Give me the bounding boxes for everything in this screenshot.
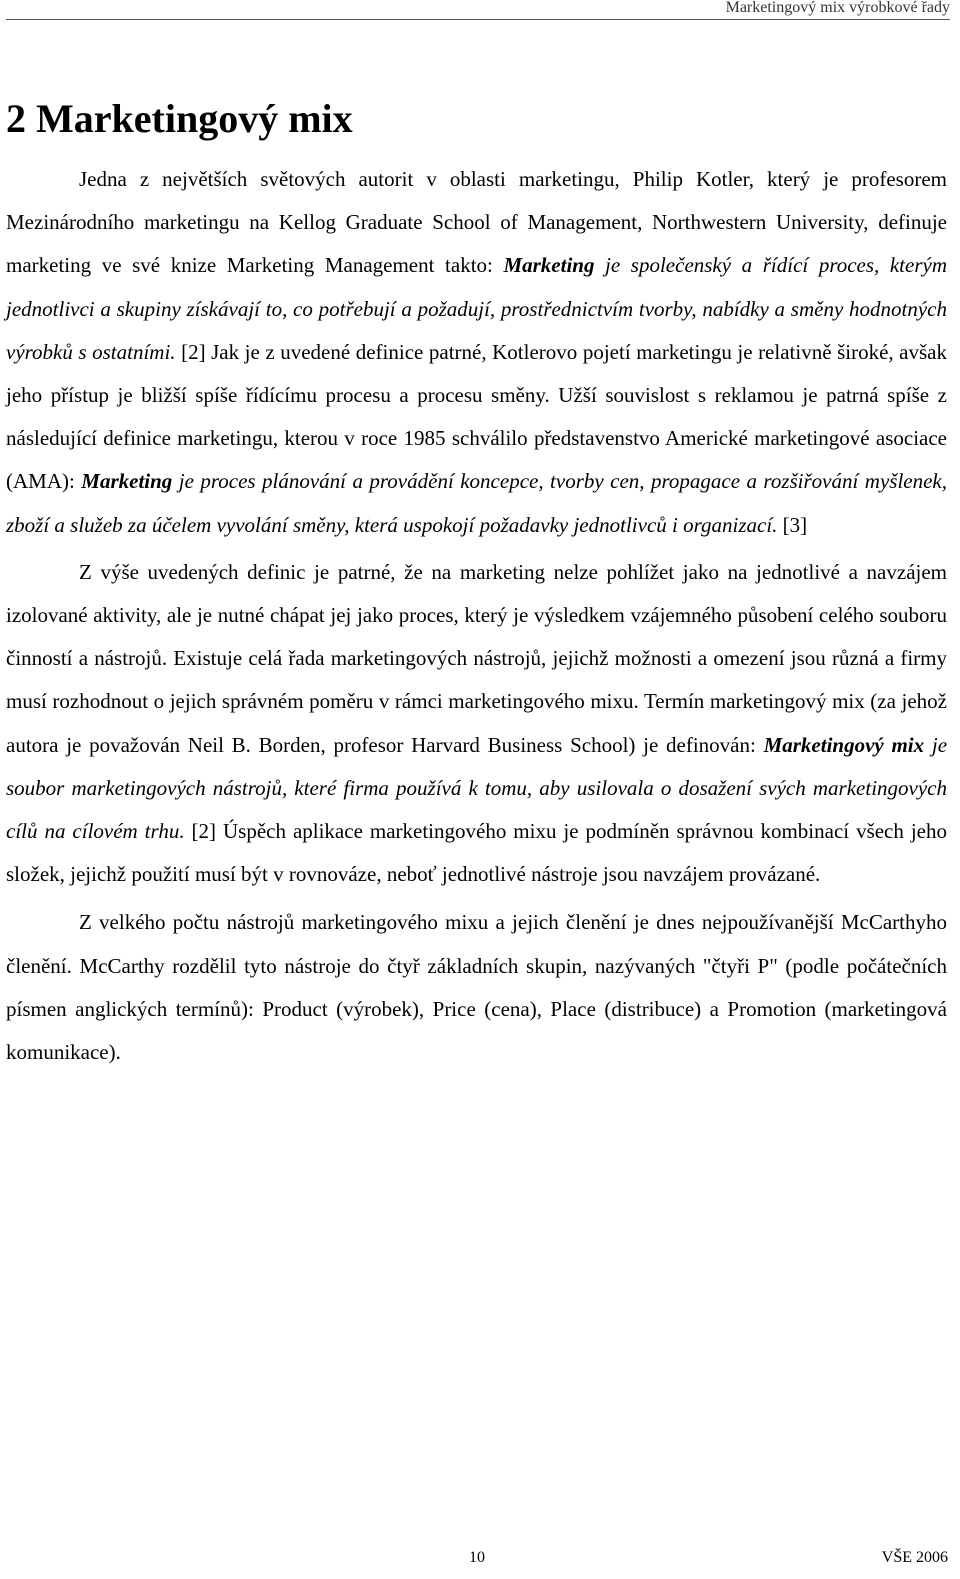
defined-term: Marketing: [81, 469, 173, 494]
defined-term: Marketingový mix: [763, 732, 925, 757]
header-divider: [6, 19, 950, 20]
paragraph-four-p: [6, 901, 947, 1074]
definition-text: je soubor marketingových nástrojů, které firma používá k tomu, aby usilovala o dosažení svých marketingových cílů na cílovém trhu.: [6, 732, 948, 844]
chapter-title: 2 Marketingový mix: [6, 96, 353, 141]
paragraph-kotler-definition: [6, 158, 947, 547]
paragraph-text: Z výše uvedených definic je patrné, že na marketing nelze pohlížet jako na jednotlivé a navzájem izolované aktivity, ale je nutné chápat jej jako proces, který je výsledkem vzájemného působení celého souboru činností a nástrojů. Existuje celá řada marketingových nástrojů, jejichž možnosti a omezení jsou různá a firmy musí rozhodnout o jejich správném poměru v rámci marketingového mixu. Termín marketingový mix (za jehož autora je považován Neil B. Borden, profesor Harvard Business School) je definován:: [6, 559, 947, 757]
citation: [3]: [777, 512, 808, 537]
definition-text: je společenský a řídící proces, kterým jednotlivci a skupiny získávají to, co potřebují a požadují, prostřednictvím tvorby, nabídky a směny hodnotných výrobků s ostatními.: [6, 253, 948, 364]
page-number: 10: [469, 1549, 485, 1566]
footer-institution: VŠE 2006: [881, 1549, 948, 1566]
body-text: [6, 158, 947, 1074]
paragraph-text: [2] Jak je z uvedené definice patrné, Kotlerovo pojetí marketingu je relativně široké, avšak jeho přístup je bližší spíše řídícímu procesu a procesu směny. Užší souvislost s reklamou je patrná spíše z následující definice marketingu, kterou v roce 1985 schválilo představenstvo Americké marketingové asociace (AMA):: [6, 339, 947, 494]
defined-term: Marketing: [503, 253, 595, 278]
running-header: Marketingový mix výrobkové řady: [725, 0, 950, 16]
paragraph-marketing-mix-definition: [6, 551, 947, 897]
paragraph-text: Jedna z největších světových autorit v oblasti marketingu, Philip Kotler, který je profesorem Mezinárodního marketingu na Kellog Graduate School of Management, Northwestern University, definuje marketing ve své knize Marketing Management takto:: [6, 167, 947, 278]
paragraph-text: [2] Úspěch aplikace marketingového mixu je podmíněn správnou kombinací všech jeho složek, jejichž použití musí být v rovnováze, neboť jednotlivé nástroje jsou navzájem provázané.: [6, 819, 948, 887]
paragraph-text: Z velkého počtu nástrojů marketingového mixu a jejich členění je dnes nejpoužívanější McCarthyho členění. McCarthy rozdělil tyto nástroje do čtyř základních skupin, nazývaných "čtyři P" (podle počátečních písmen anglických termínů): Product (výrobek), Price (cena), Place (distribuce) a Promotion (marketingová komunikace).: [6, 910, 947, 1065]
definition-text: je proces plánování a provádění koncepce, tvorby cen, propagace a rozšiřování myšlenek, zboží a služeb za účelem vyvolání směny, která uspokojí požadavky jednotlivců i organizací.: [6, 469, 947, 537]
